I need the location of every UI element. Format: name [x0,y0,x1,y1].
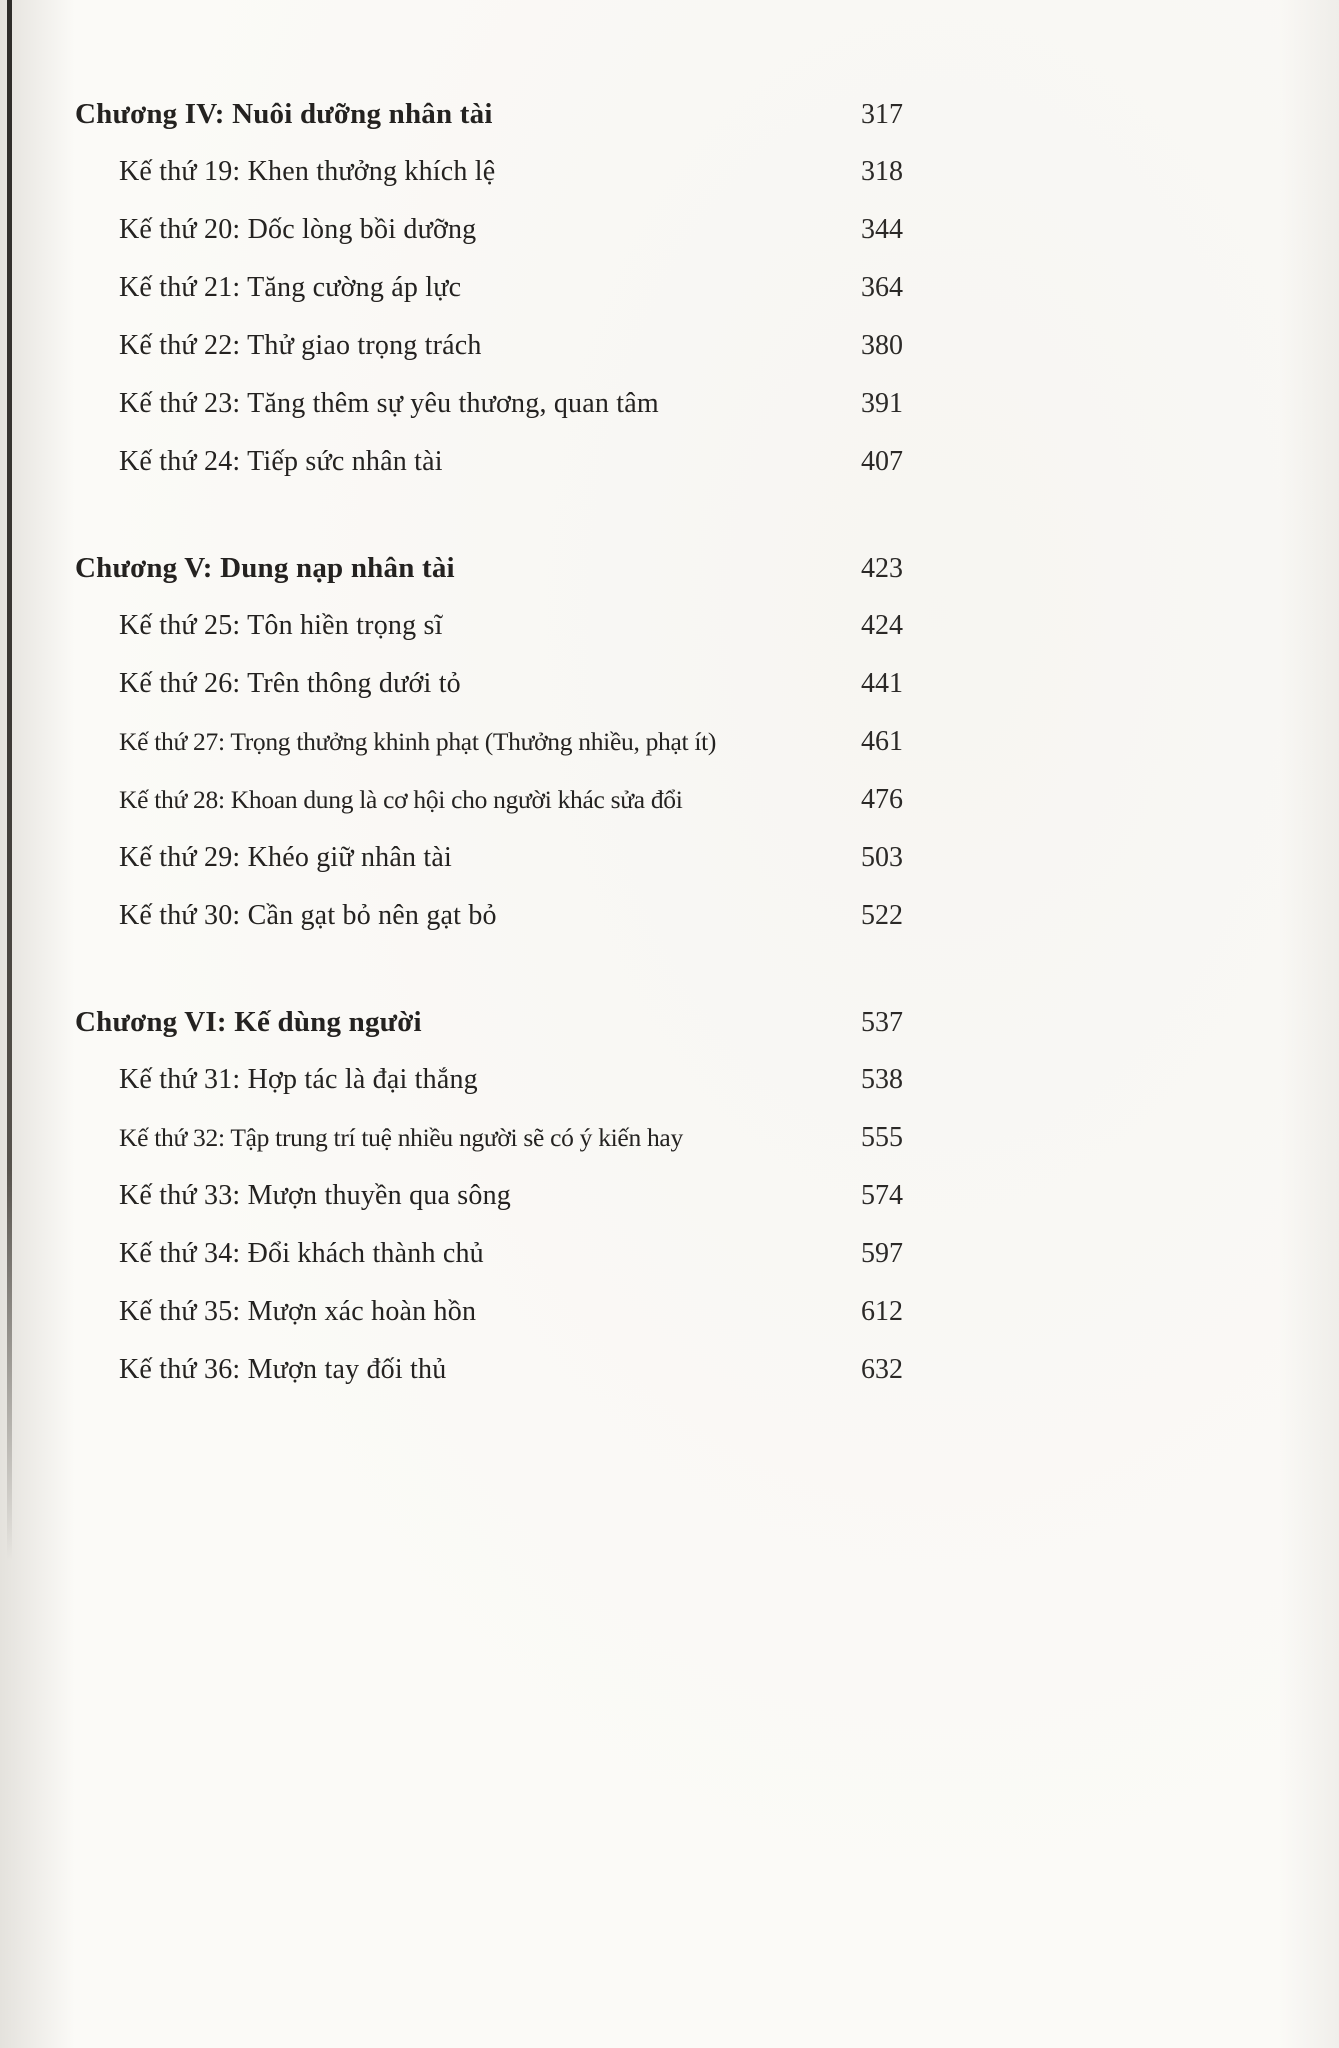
toc-chapter-row [75,1006,903,1064]
entry-page-number: 503 [861,842,903,873]
chapter-page-number: 537 [861,1007,903,1038]
table-of-contents [75,98,903,1412]
entry-title: Kế thứ 19: Khen thưởng khích lệ [119,156,496,187]
entry-title: Kế thứ 25: Tôn hiền trọng sĩ [119,610,443,641]
entry-page-number: 612 [861,1296,903,1327]
entry-page-number: 476 [861,784,903,815]
entry-title: Kế thứ 35: Mượn xác hoàn hồn [119,1296,477,1327]
entry-page-number: 380 [861,330,903,361]
entry-page-number: 632 [861,1354,903,1385]
toc-entry-row [75,1064,903,1122]
entry-title: Kế thứ 21: Tăng cường áp lực [119,272,462,303]
entry-title: Kế thứ 31: Hợp tác là đại thắng [119,1064,478,1095]
entry-page-number: 424 [861,610,903,641]
chapter-title: Chương IV: Nuôi dưỡng nhân tài [75,98,493,130]
entry-page-number: 364 [861,272,903,303]
entry-page-number: 391 [861,388,903,419]
toc-entry-row [75,1354,903,1412]
chapter-page-number: 317 [861,99,903,130]
chapter-page-number: 423 [861,553,903,584]
toc-entry-row [75,1296,903,1354]
entry-page-number: 522 [861,900,903,931]
entry-page-number: 318 [861,156,903,187]
entry-page-number: 597 [861,1238,903,1269]
toc-entry-row [75,726,903,784]
toc-entry-row [75,668,903,726]
entry-title: Kế thứ 26: Trên thông dưới tỏ [119,668,461,699]
entry-page-number: 574 [861,1180,903,1211]
toc-entry-row [75,842,903,900]
entry-page-number: 555 [861,1122,903,1153]
toc-entry-row [75,1122,903,1180]
entry-page-number: 407 [861,446,903,477]
chapter-title: Chương V: Dung nạp nhân tài [75,552,455,584]
toc-entry-row [75,446,903,504]
entry-title: Kế thứ 22: Thử giao trọng trách [119,330,482,361]
toc-section-chuong-6 [75,1006,903,1412]
toc-entry-row [75,388,903,446]
binding-shadow-line [7,0,12,1560]
entry-title: Kế thứ 24: Tiếp sức nhân tài [119,446,443,477]
toc-entry-row [75,330,903,388]
entry-title: Kế thứ 23: Tăng thêm sự yêu thương, quan tâm [119,388,659,419]
toc-entry-row [75,900,903,958]
toc-chapter-row [75,552,903,610]
entry-title: Kế thứ 36: Mượn tay đối thủ [119,1354,447,1385]
entry-title: Kế thứ 30: Cần gạt bỏ nên gạt bỏ [119,900,497,931]
toc-section-chuong-5 [75,552,903,958]
toc-entry-row [75,1180,903,1238]
entry-page-number: 344 [861,214,903,245]
entry-title: Kế thứ 29: Khéo giữ nhân tài [119,842,453,873]
toc-entry-row [75,784,903,842]
toc-entry-row [75,610,903,668]
chapter-title: Chương VI: Kế dùng người [75,1006,422,1038]
entry-title: Kế thứ 34: Đổi khách thành chủ [119,1238,484,1269]
entry-title: Kế thứ 20: Dốc lòng bồi dưỡng [119,214,477,245]
entry-page-number: 538 [861,1064,903,1095]
toc-entry-row [75,1238,903,1296]
entry-title: Kế thứ 27: Trọng thưởng khinh phạt (Thưởng nhiều, phạt ít) [119,727,717,756]
toc-entry-row [75,272,903,330]
entry-title: Kế thứ 28: Khoan dung là cơ hội cho người khác sửa đổi [119,785,683,814]
entry-page-number: 441 [861,668,903,699]
toc-chapter-row [75,98,903,156]
entry-page-number: 461 [861,726,903,757]
toc-section-chuong-4 [75,98,903,504]
entry-title: Kế thứ 33: Mượn thuyền qua sông [119,1180,511,1211]
toc-entry-row [75,156,903,214]
entry-title: Kế thứ 32: Tập trung trí tuệ nhiều người sẽ có ý kiến hay [119,1123,683,1152]
toc-entry-row [75,214,903,272]
